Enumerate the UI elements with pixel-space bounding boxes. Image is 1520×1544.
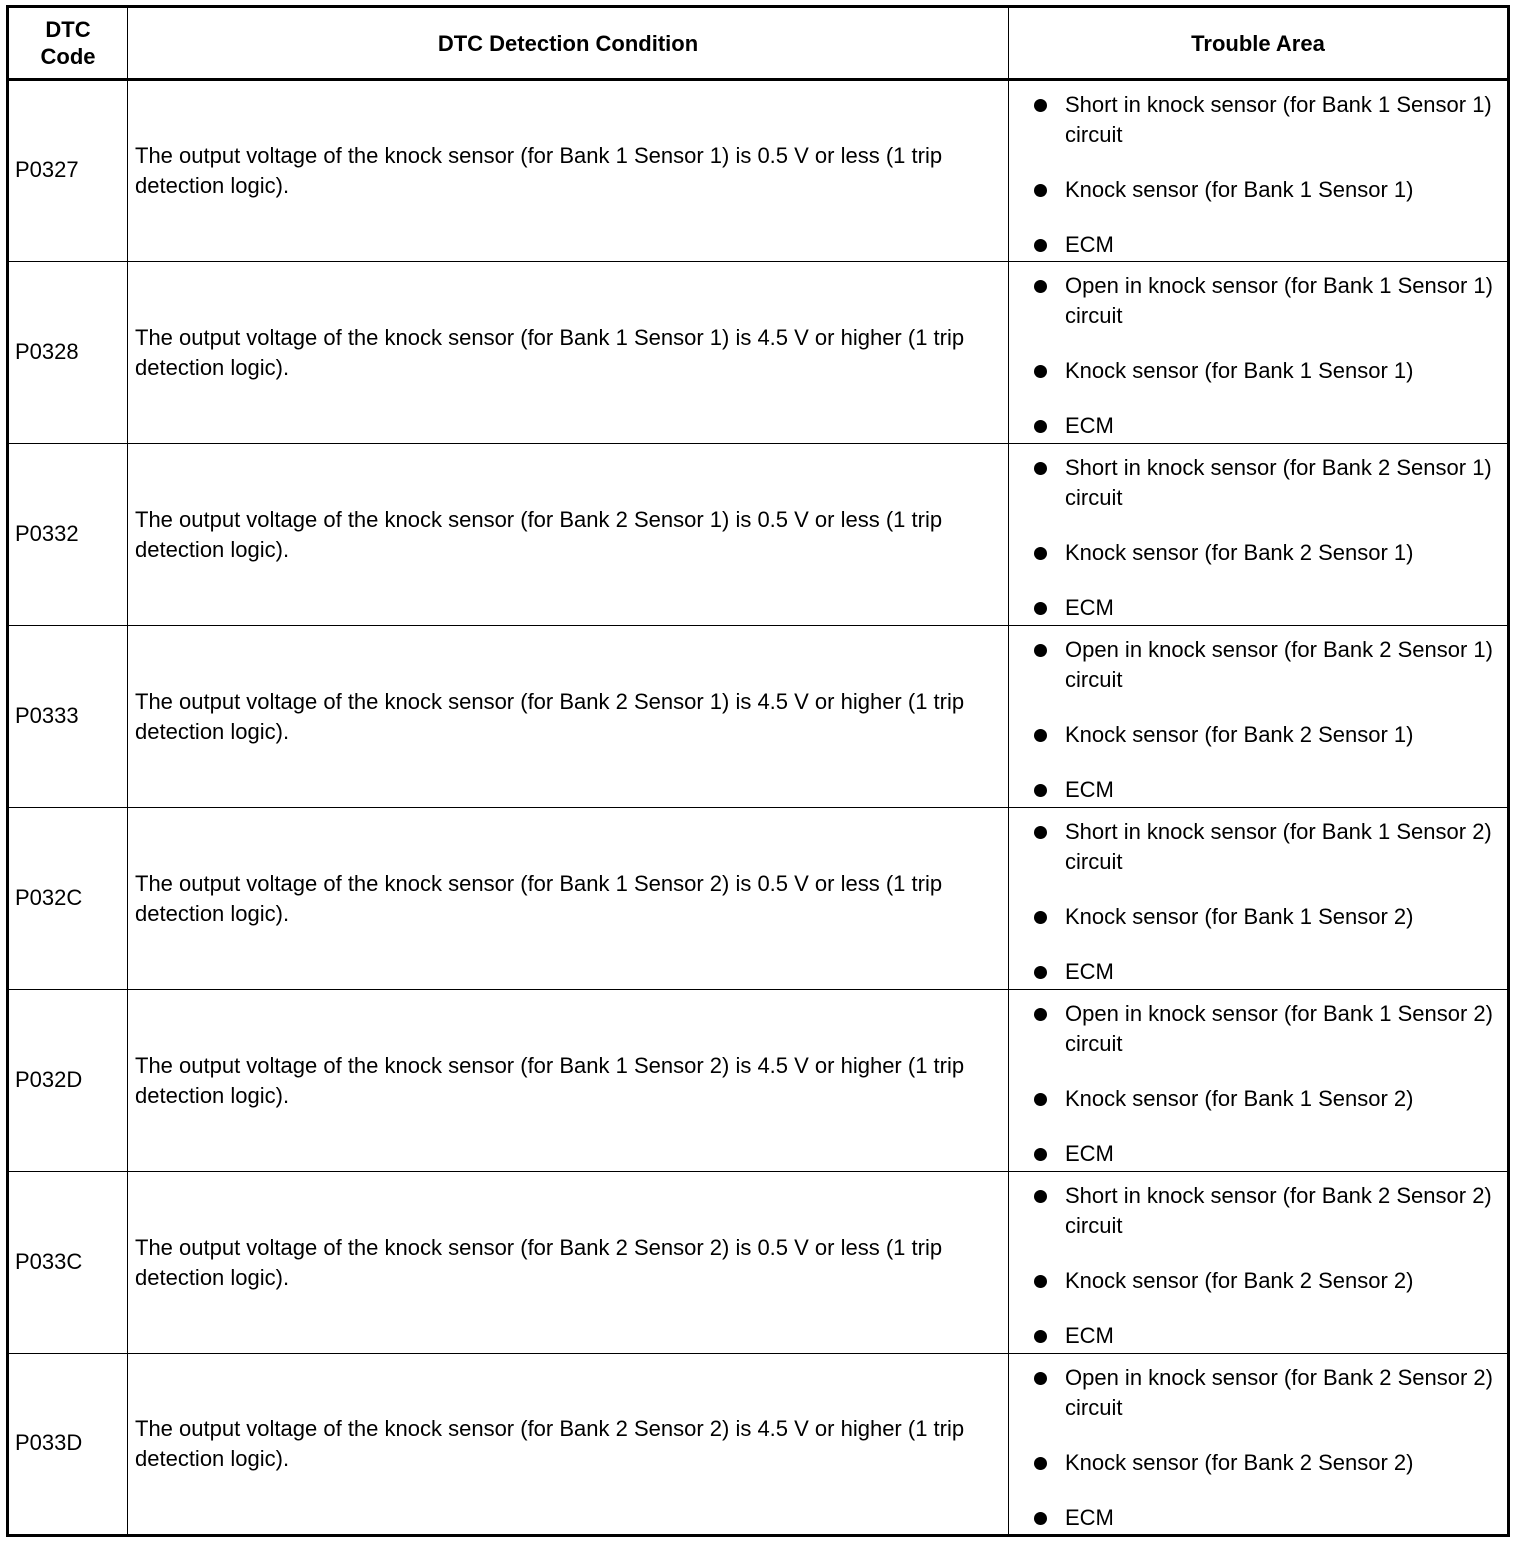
dtc-code-cell: P033D — [8, 1354, 128, 1536]
trouble-area-item — [1034, 356, 1497, 386]
dtc-code-cell: P032D — [8, 990, 128, 1172]
bullet-icon — [1034, 462, 1047, 475]
trouble-area-text: ECM — [1065, 959, 1114, 984]
table-row — [8, 990, 1509, 1172]
table-row — [8, 80, 1509, 262]
dtc-code-cell: P032C — [8, 808, 128, 990]
table-row — [8, 1354, 1509, 1536]
trouble-area-item — [1034, 453, 1497, 513]
trouble-area-item — [1034, 775, 1497, 805]
trouble-area-cell — [1009, 1172, 1509, 1354]
table-header — [8, 7, 1509, 80]
trouble-area-text: ECM — [1065, 1505, 1114, 1530]
bullet-icon — [1034, 184, 1047, 197]
trouble-area-text: Knock sensor (for Bank 2 Sensor 2) — [1065, 1450, 1414, 1475]
trouble-area-text: ECM — [1065, 1323, 1114, 1348]
dtc-code-cell: P0327 — [8, 80, 128, 262]
bullet-icon — [1034, 1330, 1047, 1343]
trouble-area-text: ECM — [1065, 777, 1114, 802]
trouble-area-cell — [1009, 1354, 1509, 1536]
detection-condition-cell: The output voltage of the knock sensor (for Bank 1 Sensor 2) is 0.5 V or less (1 trip detection logic). — [128, 808, 1009, 990]
detection-condition-cell: The output voltage of the knock sensor (for Bank 2 Sensor 2) is 0.5 V or less (1 trip detection logic). — [128, 1172, 1009, 1354]
bullet-icon — [1034, 1457, 1047, 1470]
dtc-code-cell: P0328 — [8, 262, 128, 444]
table-row — [8, 444, 1509, 626]
detection-condition-cell: The output voltage of the knock sensor (for Bank 2 Sensor 1) is 4.5 V or higher (1 trip detection logic). — [128, 626, 1009, 808]
trouble-area-item — [1034, 1503, 1497, 1533]
trouble-area-item — [1034, 1139, 1497, 1169]
trouble-area-text: Knock sensor (for Bank 2 Sensor 1) — [1065, 540, 1414, 565]
detection-condition-cell: The output voltage of the knock sensor (for Bank 1 Sensor 1) is 4.5 V or higher (1 trip detection logic). — [128, 262, 1009, 444]
trouble-area-item — [1034, 538, 1497, 568]
trouble-area-text: Open in knock sensor (for Bank 1 Sensor 2) circuit — [1065, 1001, 1493, 1056]
trouble-area-text: Short in knock sensor (for Bank 2 Sensor 2) circuit — [1065, 1183, 1492, 1238]
trouble-area-item — [1034, 957, 1497, 987]
trouble-area-text: ECM — [1065, 1141, 1114, 1166]
trouble-area-text: Knock sensor (for Bank 1 Sensor 2) — [1065, 904, 1414, 929]
trouble-area-item — [1034, 1448, 1497, 1478]
bullet-icon — [1034, 1148, 1047, 1161]
trouble-area-list — [1034, 90, 1497, 260]
header-trouble-area: Trouble Area — [1009, 7, 1509, 80]
detection-condition-cell: The output voltage of the knock sensor (for Bank 2 Sensor 1) is 0.5 V or less (1 trip detection logic). — [128, 444, 1009, 626]
trouble-area-text: Open in knock sensor (for Bank 1 Sensor 1) circuit — [1065, 273, 1493, 328]
trouble-area-list — [1034, 999, 1497, 1169]
header-dtc-code-line1: DTC — [45, 17, 91, 42]
trouble-area-text: Knock sensor (for Bank 2 Sensor 2) — [1065, 1268, 1414, 1293]
trouble-area-text: Short in knock sensor (for Bank 1 Sensor 2) circuit — [1065, 819, 1492, 874]
trouble-area-item — [1034, 175, 1497, 205]
trouble-area-item — [1034, 271, 1497, 331]
detection-condition-cell: The output voltage of the knock sensor (for Bank 1 Sensor 2) is 4.5 V or higher (1 trip detection logic). — [128, 990, 1009, 1172]
bullet-icon — [1034, 365, 1047, 378]
trouble-area-item — [1034, 411, 1497, 441]
trouble-area-item — [1034, 1321, 1497, 1351]
dtc-table — [6, 5, 1510, 1537]
trouble-area-text: ECM — [1065, 232, 1114, 257]
trouble-area-list — [1034, 635, 1497, 805]
trouble-area-cell — [1009, 990, 1509, 1172]
bullet-icon — [1034, 1372, 1047, 1385]
bullet-icon — [1034, 1512, 1047, 1525]
bullet-icon — [1034, 239, 1047, 252]
trouble-area-cell — [1009, 262, 1509, 444]
table-row — [8, 1172, 1509, 1354]
trouble-area-item — [1034, 1363, 1497, 1423]
bullet-icon — [1034, 547, 1047, 560]
trouble-area-text: Open in knock sensor (for Bank 2 Sensor 2) circuit — [1065, 1365, 1493, 1420]
table-body — [8, 80, 1509, 1536]
table-row — [8, 262, 1509, 444]
trouble-area-text: Knock sensor (for Bank 2 Sensor 1) — [1065, 722, 1414, 747]
trouble-area-text: Open in knock sensor (for Bank 2 Sensor 1) circuit — [1065, 637, 1493, 692]
trouble-area-item — [1034, 90, 1497, 150]
trouble-area-item — [1034, 999, 1497, 1059]
trouble-area-item — [1034, 230, 1497, 260]
trouble-area-item — [1034, 902, 1497, 932]
trouble-area-list — [1034, 271, 1497, 441]
table-row — [8, 626, 1509, 808]
bullet-icon — [1034, 602, 1047, 615]
bullet-icon — [1034, 784, 1047, 797]
detection-condition-cell: The output voltage of the knock sensor (for Bank 2 Sensor 2) is 4.5 V or higher (1 trip detection logic). — [128, 1354, 1009, 1536]
trouble-area-list — [1034, 1181, 1497, 1351]
trouble-area-text: Knock sensor (for Bank 1 Sensor 2) — [1065, 1086, 1414, 1111]
trouble-area-item — [1034, 1181, 1497, 1241]
header-row — [8, 7, 1509, 80]
trouble-area-text: Knock sensor (for Bank 1 Sensor 1) — [1065, 177, 1414, 202]
bullet-icon — [1034, 826, 1047, 839]
header-detection-condition: DTC Detection Condition — [128, 7, 1009, 80]
trouble-area-text: ECM — [1065, 413, 1114, 438]
header-dtc-code — [8, 7, 128, 80]
trouble-area-text: Short in knock sensor (for Bank 1 Sensor 1) circuit — [1065, 92, 1492, 147]
bullet-icon — [1034, 644, 1047, 657]
bullet-icon — [1034, 911, 1047, 924]
trouble-area-cell — [1009, 80, 1509, 262]
dtc-code-cell: P033C — [8, 1172, 128, 1354]
trouble-area-item — [1034, 1084, 1497, 1114]
bullet-icon — [1034, 1190, 1047, 1203]
trouble-area-item — [1034, 635, 1497, 695]
bullet-icon — [1034, 1008, 1047, 1021]
bullet-icon — [1034, 729, 1047, 742]
bullet-icon — [1034, 99, 1047, 112]
trouble-area-cell — [1009, 808, 1509, 990]
trouble-area-item — [1034, 593, 1497, 623]
trouble-area-text: Short in knock sensor (for Bank 2 Sensor 1) circuit — [1065, 455, 1492, 510]
detection-condition-cell: The output voltage of the knock sensor (for Bank 1 Sensor 1) is 0.5 V or less (1 trip detection logic). — [128, 80, 1009, 262]
dtc-code-cell: P0333 — [8, 626, 128, 808]
trouble-area-cell — [1009, 626, 1509, 808]
bullet-icon — [1034, 966, 1047, 979]
trouble-area-list — [1034, 1363, 1497, 1533]
trouble-area-list — [1034, 817, 1497, 987]
trouble-area-text: Knock sensor (for Bank 1 Sensor 1) — [1065, 358, 1414, 383]
trouble-area-item — [1034, 817, 1497, 877]
trouble-area-list — [1034, 453, 1497, 623]
trouble-area-text: ECM — [1065, 595, 1114, 620]
bullet-icon — [1034, 1275, 1047, 1288]
bullet-icon — [1034, 420, 1047, 433]
trouble-area-item — [1034, 1266, 1497, 1296]
trouble-area-cell — [1009, 444, 1509, 626]
bullet-icon — [1034, 280, 1047, 293]
table-row — [8, 808, 1509, 990]
dtc-code-cell: P0332 — [8, 444, 128, 626]
header-dtc-code-line2: Code — [40, 44, 96, 69]
trouble-area-item — [1034, 720, 1497, 750]
bullet-icon — [1034, 1093, 1047, 1106]
